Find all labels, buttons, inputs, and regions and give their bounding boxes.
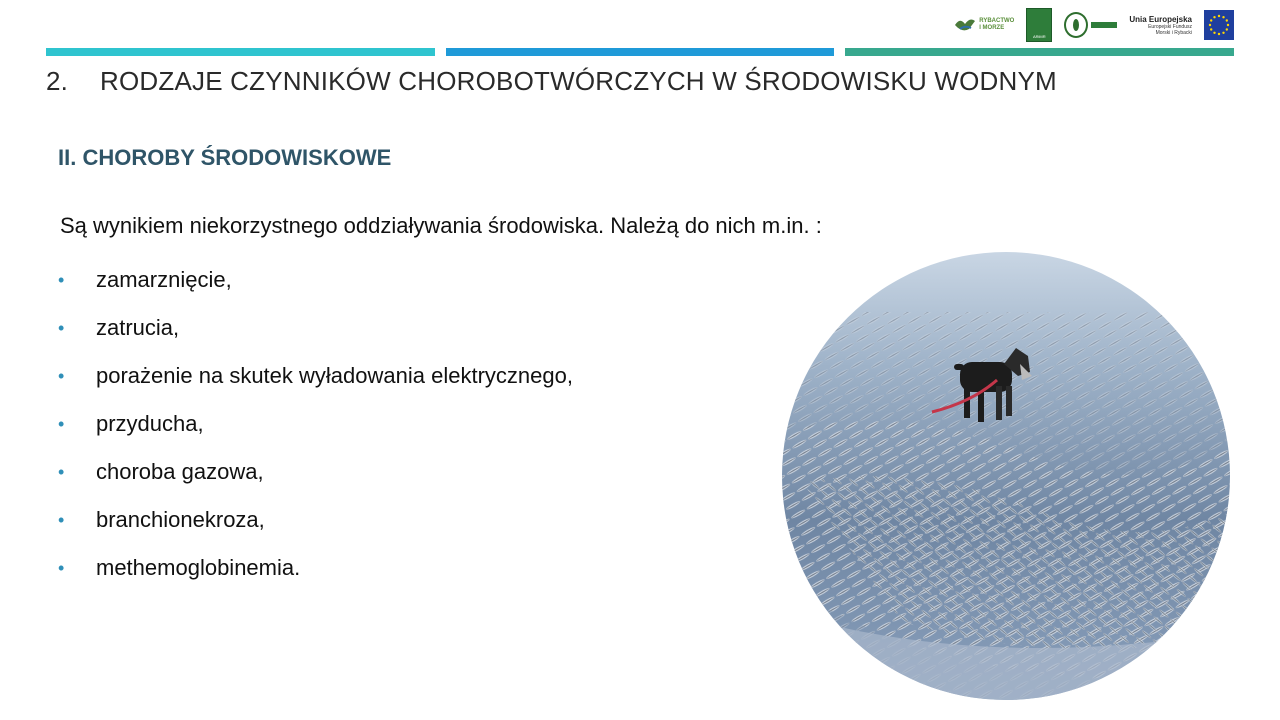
bullet-icon: • <box>58 269 65 290</box>
accent-bar-blue <box>446 48 834 56</box>
section-heading: II. CHOROBY ŚRODOWISKOWE <box>58 145 392 170</box>
list-item <box>58 304 573 352</box>
slide-title <box>46 66 1057 97</box>
partner-logos <box>954 8 1234 42</box>
eu-text-block <box>1129 15 1192 36</box>
fish-boat-icon <box>954 15 976 35</box>
list-item-text: przyducha, <box>96 411 204 436</box>
list-item-text: branchionekroza, <box>96 507 265 532</box>
list-item <box>58 256 573 304</box>
bullet-icon: • <box>58 557 65 578</box>
bullet-icon: • <box>58 413 65 434</box>
list-item-text: methemoglobinemia. <box>96 555 301 580</box>
list-item-text: choroba gazowa, <box>96 459 264 484</box>
slide-title-text: RODZAJE CZYNNIKÓW CHOROBOTWÓRCZYCH W ŚRODOWISKU WODNYM <box>100 66 1057 96</box>
rybactwo-line1: RYBACTWO <box>979 18 1015 24</box>
arimr-logo <box>1026 8 1052 42</box>
eu-sub-line2: Morski i Rybacki <box>1155 29 1192 36</box>
bullet-icon: • <box>58 365 65 386</box>
list-item-text: zatrucia, <box>96 315 180 340</box>
prow-logo <box>1064 12 1117 38</box>
list-item <box>58 496 573 544</box>
rybactwo-line2: I MORZE <box>979 25 1005 31</box>
rybactwo-i-morze-logo <box>954 15 1014 35</box>
bullet-icon: • <box>58 509 65 530</box>
eu-flag-icon <box>1204 10 1234 40</box>
list-item-text: zamarznięcie, <box>96 267 232 292</box>
eu-sub-line1: Europejski Fundusz <box>1148 23 1192 30</box>
list-item <box>58 400 573 448</box>
slide-number: 2. <box>46 66 69 96</box>
list-item-text: porażenie na skutek wyładowania elektrycznego, <box>96 363 573 388</box>
list-item <box>58 448 573 496</box>
arimr-label: ARiMR <box>1032 34 1046 39</box>
prow-bar <box>1091 22 1117 28</box>
frozen-fish-photo <box>782 252 1230 700</box>
list-item <box>58 544 573 592</box>
intro-text: Są wynikiem niekorzystnego oddziaływania środowiska. Należą do nich m.in. : <box>60 213 822 238</box>
eu-title: Unia Europejska <box>1129 14 1192 24</box>
disease-list <box>58 256 573 592</box>
bullet-icon: • <box>58 317 65 338</box>
accent-bar-teal <box>845 48 1234 56</box>
bullet-icon: • <box>58 461 65 482</box>
leaf-icon <box>1064 12 1088 38</box>
accent-bar-cyan <box>46 48 435 56</box>
list-item <box>58 352 573 400</box>
